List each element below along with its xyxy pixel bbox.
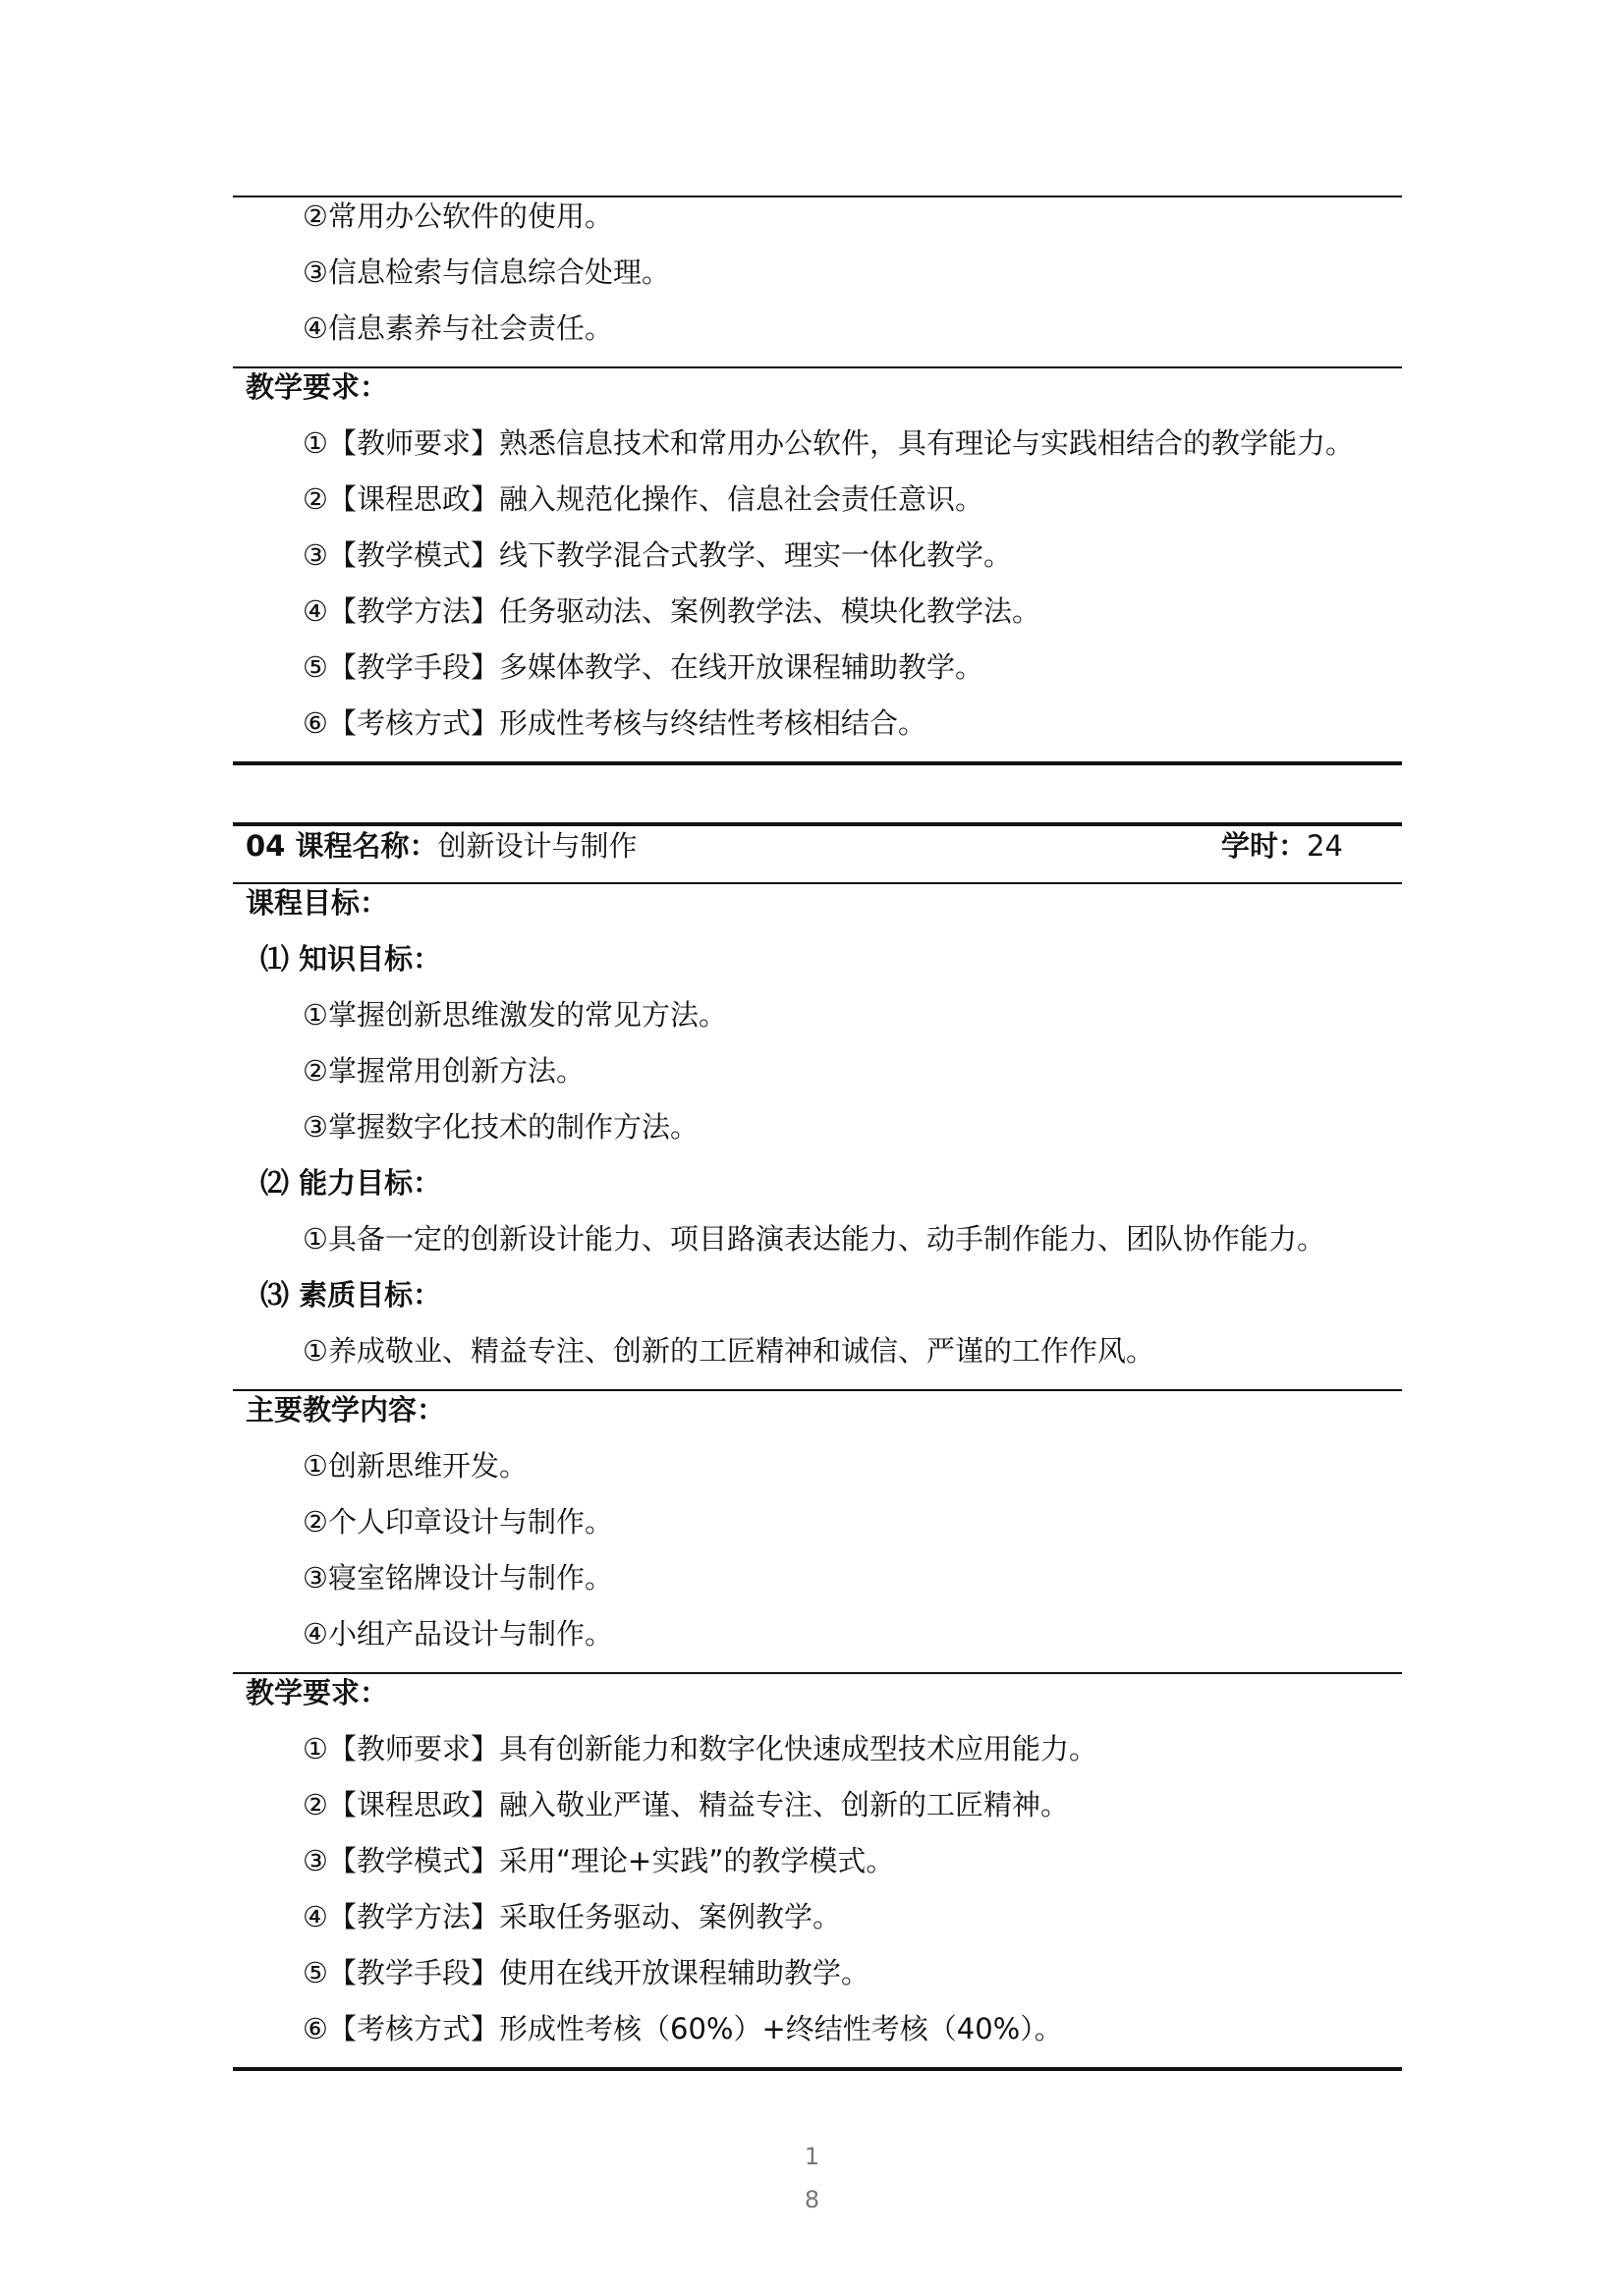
list-item: ②掌握常用创新方法。 <box>303 1054 585 1088</box>
list-item: ①具备一定的创新设计能力、项目路演表达能力、动手制作能力、团队协作能力。 <box>303 1222 1325 1256</box>
section-heading: 主要教学内容： <box>246 1393 446 1427</box>
list-item: ②个人印章设计与制作。 <box>303 1505 613 1539</box>
list-item: ⑥【考核方式】形成性考核（60%）+终结性考核（40%）。 <box>303 2012 1063 2045</box>
course-hours <box>1221 826 1343 866</box>
section-heading: 课程目标： <box>246 886 389 920</box>
list-item: ⑤【教学手段】多媒体教学、在线开放课程辅助教学。 <box>303 650 983 684</box>
list-item: ③寝室铭牌设计与制作。 <box>303 1561 613 1595</box>
subsection-heading: ⑶ 素质目标： <box>260 1278 442 1312</box>
course-name-row <box>246 826 637 866</box>
list-item: ⑥【考核方式】形成性考核与终结性考核相结合。 <box>303 706 926 740</box>
section-heading: 教学要求： <box>246 370 389 404</box>
list-item: ③【教学模式】采用“理论+实践”的教学模式。 <box>303 1844 895 1877</box>
table-rule <box>233 882 1402 884</box>
list-item: ①【教师要求】熟悉信息技术和常用办公软件，具有理论与实践相结合的教学能力。 <box>303 426 1354 460</box>
course-name-label: 04 课程名称： <box>246 829 438 863</box>
list-item: ①【教师要求】具有创新能力和数字化快速成型技术应用能力。 <box>303 1732 1097 1765</box>
list-item: ②常用办公软件的使用。 <box>303 199 613 233</box>
list-item: ④小组产品设计与制作。 <box>303 1617 613 1651</box>
table-bottom-rule <box>233 761 1402 765</box>
list-item: ⑤【教学手段】使用在线开放课程辅助教学。 <box>303 1956 869 1989</box>
course-name-value: 创新设计与制作 <box>437 829 638 863</box>
section-heading: 教学要求： <box>246 1676 389 1709</box>
list-item: ③信息检索与信息综合处理。 <box>303 255 670 289</box>
list-item: ②【课程思政】融入规范化操作、信息社会责任意识。 <box>303 482 983 516</box>
table-rule <box>233 366 1402 368</box>
list-item: ④【教学方法】采取任务驱动、案例教学。 <box>303 1900 841 1933</box>
list-item: ④【教学方法】任务驱动法、案例教学法、模块化教学法。 <box>303 594 1040 628</box>
page-number-line1: 1 <box>804 2143 820 2170</box>
subsection-heading: ⑵ 能力目标： <box>260 1166 442 1200</box>
course-hours-label: 学时： <box>1221 829 1308 863</box>
list-item: ②【课程思政】融入敬业严谨、精益专注、创新的工匠精神。 <box>303 1788 1069 1821</box>
page-number-line2: 8 <box>804 2186 820 2213</box>
table-rule <box>233 1672 1402 1674</box>
list-item: ①掌握创新思维激发的常见方法。 <box>303 998 727 1032</box>
list-item: ①创新思维开发。 <box>303 1449 528 1483</box>
list-item: ①养成敬业、精益专注、创新的工匠精神和诚信、严谨的工作作风。 <box>303 1334 1154 1368</box>
list-item: ④信息素养与社会责任。 <box>303 311 613 345</box>
subsection-heading: ⑴ 知识目标： <box>260 942 442 976</box>
list-item: ③掌握数字化技术的制作方法。 <box>303 1110 699 1144</box>
course-hours-value: 24 <box>1307 829 1343 863</box>
list-item: ③【教学模式】线下教学混合式教学、理实一体化教学。 <box>303 538 1012 572</box>
table-bottom-rule <box>233 2067 1402 2071</box>
